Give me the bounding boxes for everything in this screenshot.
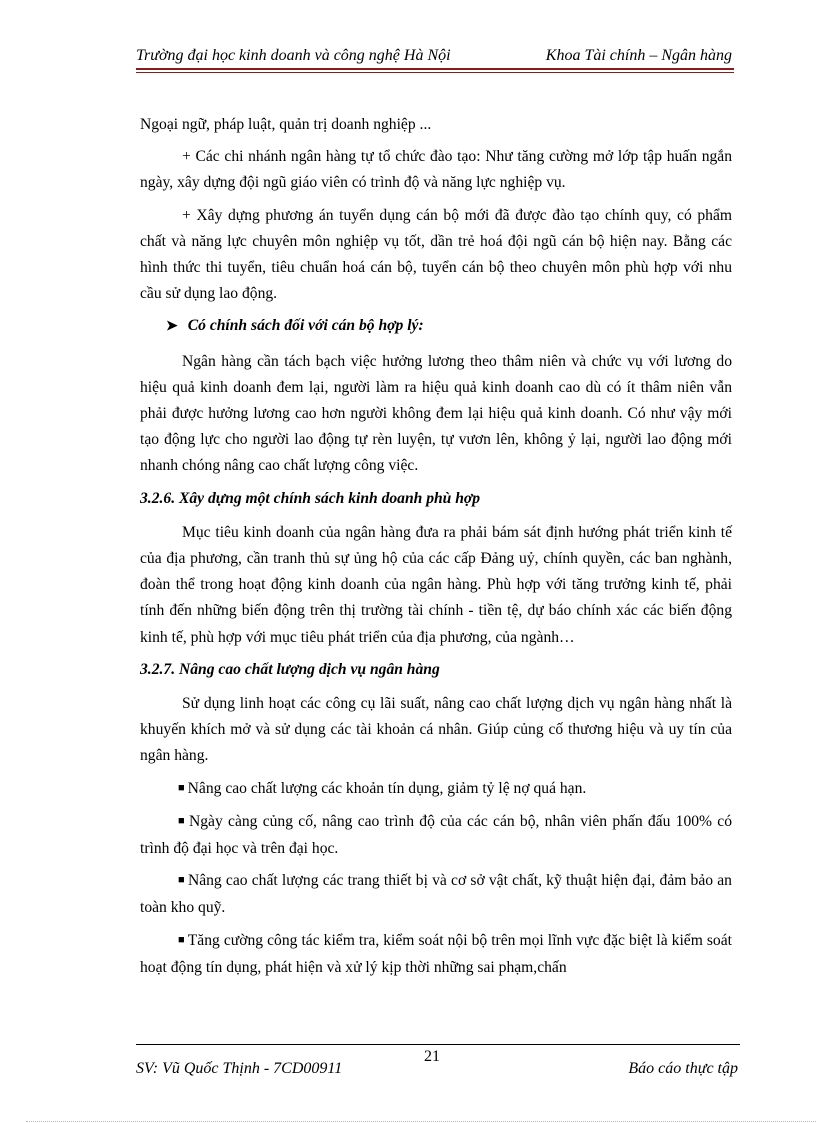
section-heading-3-2-7: 3.2.7. Nâng cao chất lượng dịch vụ ngân hàng [140, 660, 440, 678]
bullet-heading [140, 313, 732, 340]
square-bullet-icon: ■ [178, 874, 185, 887]
footer-report-title: Báo cáo thực tập [628, 1060, 738, 1077]
page-body [140, 112, 732, 987]
list-item: ■ Nâng cao chất lượng các trang thiết bị và cơ sở vật chất, kỹ thuật hiện đại, đảm bảo an toàn kho quỹ. [140, 872, 732, 917]
header-rule-thick [136, 68, 734, 70]
paragraph: Mục tiêu kinh doanh của ngân hàng đưa ra phải bám sát định hướng phát triển kinh tế của địa phương, cần tranh thủ sự ủng hộ của các cấp Đảng uỷ, chính quyền, các ban nghành, đoàn thể trong hoạt động kinh doanh của ngân hàng. Phù hợp với tăng trưởng kinh tế, phải tính đến những biến động trên thị trường tài chính - tiền tệ, dự báo chính xác các biến động kinh tế, phù hợp với mục tiêu phát triển của địa phương, của ngành… [140, 523, 732, 646]
page-number: 21 [424, 1048, 440, 1065]
square-bullet-icon: ■ [178, 781, 185, 794]
list-item: ■ Ngày càng củng cố, nâng cao trình độ của các cán bộ, nhân viên phấn đấu 100% có trình độ đại học và trên đại học. [140, 812, 732, 858]
footer-rule [136, 1044, 740, 1045]
header-university: Trường đại học kinh doanh và công nghệ Hà Nội [136, 47, 451, 64]
list-item: ■ Nâng cao chất lượng các khoản tín dụng, giảm tỷ lệ nợ quá hạn. [178, 779, 587, 797]
page-bottom-divider [26, 1121, 816, 1122]
paragraph: Ngoại ngữ, pháp luật, quản trị doanh nghiệp ... [140, 116, 432, 133]
list-item: ■ Tăng cường công tác kiểm tra, kiểm soát nội bộ trên mọi lĩnh vực đặc biệt là kiểm soát hoạt động tín dụng, phát hiện và xử lý kịp thời những sai phạm,chấn [140, 931, 732, 976]
paragraph: Sử dụng linh hoạt các công cụ lãi suất, nâng cao chất lượng dịch vụ ngân hàng nhất là khuyến khích mở và sử dụng các tài khoản cá nhân. Giúp củng cố thương hiệu và uy tín của ngân hàng. [140, 695, 732, 765]
header-rule-thin [136, 72, 734, 73]
header-faculty: Khoa Tài chính – Ngân hàng [545, 47, 732, 64]
arrow-bullet-icon: ➤ [166, 319, 178, 335]
square-bullet-icon: ■ [178, 814, 186, 827]
bullet-heading-text: Có chính sách đối với cán bộ hợp lý: [187, 317, 424, 335]
square-bullet-icon: ■ [178, 933, 185, 946]
paragraph: + Xây dựng phương án tuyển dụng cán bộ mới đã được đào tạo chính quy, có phẩm chất và năng lực chuyên môn nghiệp vụ tốt, dần trẻ hoá đội ngũ cán bộ hiện nay. Bằng các hình thức thi tuyển, tiêu chuẩn hoá cán bộ, tuyển cán bộ theo chuyên môn phù hợp với nhu cầu sử dụng lao động. [140, 206, 732, 303]
footer-student: SV: Vũ Quốc Thịnh - 7CD00911 [136, 1060, 343, 1077]
paragraph: Ngân hàng cần tách bạch việc hưởng lương theo thâm niên và chức vụ với lương do hiệu quả kinh doanh đem lại, người làm ra hiệu quả kinh doanh cao dù có ít thâm niên vẫn phải được hưởng lương cao hơn người không đem lại hiệu quả kinh doanh. Có như vậy mới tạo động lực cho người lao động tự rèn luyện, tự vươn lên, không ỷ lại, người lao động mới nhanh chóng nâng cao chất lượng công việc. [140, 352, 732, 475]
section-heading-3-2-6: 3.2.6. Xây dựng một chính sách kinh doanh phù hợp [140, 489, 481, 507]
paragraph: + Các chi nhánh ngân hàng tự tổ chức đào tạo: Như tăng cường mở lớp tập huấn ngắn ngày, xây dựng đội ngũ giáo viên có trình độ và năng lực nghiệp vụ. [140, 148, 732, 192]
page-footer [136, 1050, 740, 1090]
